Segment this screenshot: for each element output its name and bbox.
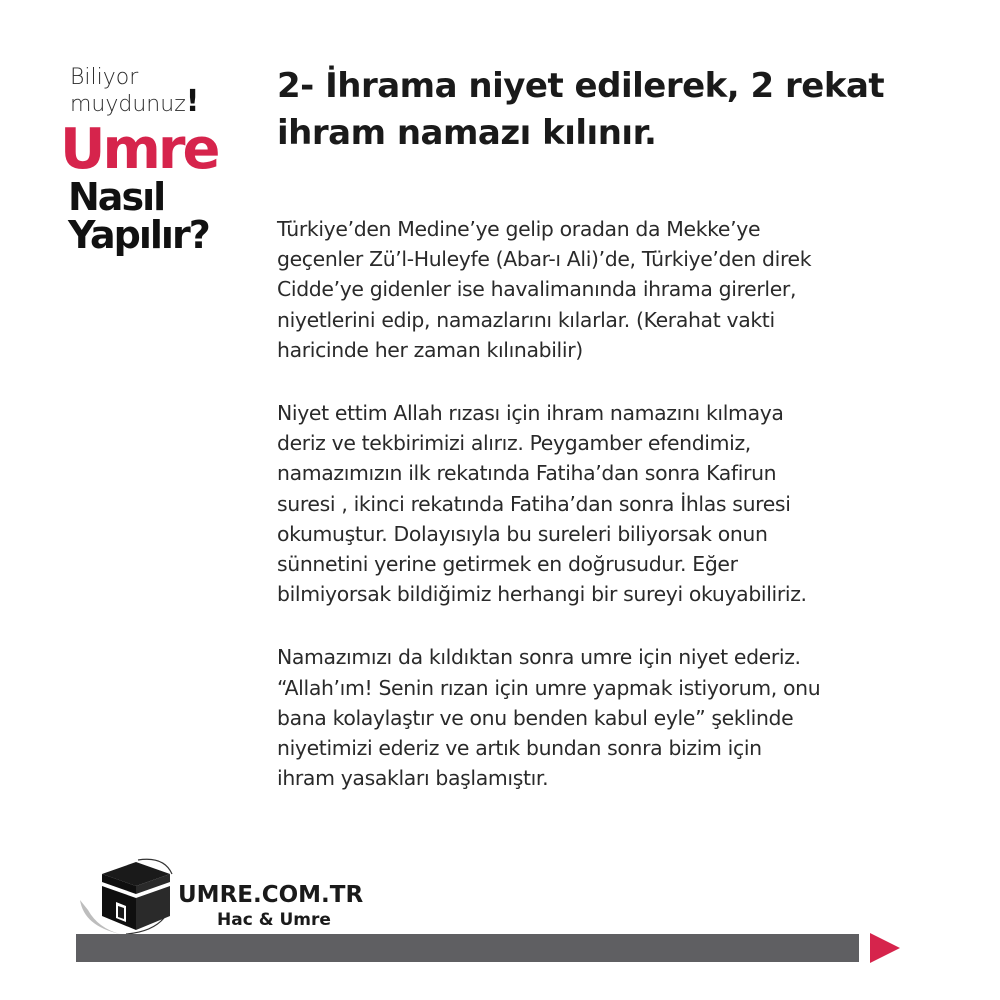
paragraph-line: geçenler Zü’l-Huleyfe (Abar-ı Ali)’de, Türkiye’den direk — [277, 247, 812, 272]
paragraph-prayer — [277, 398, 957, 609]
title-badge — [60, 64, 260, 257]
paragraph-line: okumuştur. Dolayısıyla bu sureleri biliyorsak onun — [277, 521, 768, 546]
badge-line-1: Biliyor — [70, 65, 139, 90]
main-content — [277, 63, 957, 793]
progress-bar — [76, 934, 859, 962]
paragraph-line: suresi , ikinci rekatında Fatiha’dan sonra İhlas suresi — [277, 491, 791, 516]
badge-line-2: muydunuz — [70, 92, 186, 117]
paragraph-line: Cidde’ye gidenler ise havalimanında ihrama girerler, — [277, 277, 797, 302]
badge-subtitle-1: Nasıl — [68, 175, 165, 219]
kaaba-icon — [78, 848, 178, 938]
brand-tagline: Hac & Umre — [217, 910, 331, 930]
exclamation-mark: ! — [185, 84, 200, 119]
paragraph-line: “Allah’ım! Senin rızan için umre yapmak istiyorum, onu — [277, 675, 821, 700]
play-arrow-icon[interactable] — [868, 931, 902, 965]
badge-title: Umre — [60, 117, 218, 182]
paragraph-line: niyetimizi ederiz ve artık bundan sonra bizim için — [277, 736, 762, 761]
paragraph-line: deriz ve tekbirimizi alırız. Peygamber efendimiz, — [277, 431, 751, 456]
paragraph-line: bilmiyorsak bildiğimiz herhangi bir sureyi okuyabiliriz. — [277, 582, 807, 607]
paragraph-line: namazımızın ilk rekatında Fatiha’dan sonra Kafirun — [277, 461, 777, 486]
badge-subtitle-2: Yapılır? — [68, 213, 209, 257]
paragraph-location — [277, 214, 957, 365]
paragraph-line: niyetlerini edip, namazlarını kılarlar. (Kerahat vakti — [277, 307, 775, 332]
heading-line-2: ihram namazı kılınır. — [277, 113, 657, 153]
paragraph-line: bana kolaylaştır ve onu benden kabul eyle” şeklinde — [277, 705, 794, 730]
paragraph-intention — [277, 642, 957, 793]
paragraph-line: haricinde her zaman kılınabilir) — [277, 337, 583, 362]
paragraph-line: sünnetini yerine getirmek en doğrusudur. Eğer — [277, 552, 738, 577]
paragraph-line: Namazımızı da kıldıktan sonra umre için niyet ederiz. — [277, 645, 801, 670]
paragraph-line: Niyet ettim Allah rızası için ihram namazını kılmaya — [277, 401, 784, 426]
heading-line-1: 2- İhrama niyet edilerek, 2 rekat — [277, 66, 885, 106]
badge-tagline — [60, 64, 260, 118]
paragraph-line: ihram yasakları başlamıştır. — [277, 766, 549, 791]
paragraph-line: Türkiye’den Medine’ye gelip oradan da Mekke’ye — [277, 217, 761, 241]
brand-name: UMRE.COM.TR — [178, 882, 364, 908]
step-heading — [277, 63, 957, 157]
